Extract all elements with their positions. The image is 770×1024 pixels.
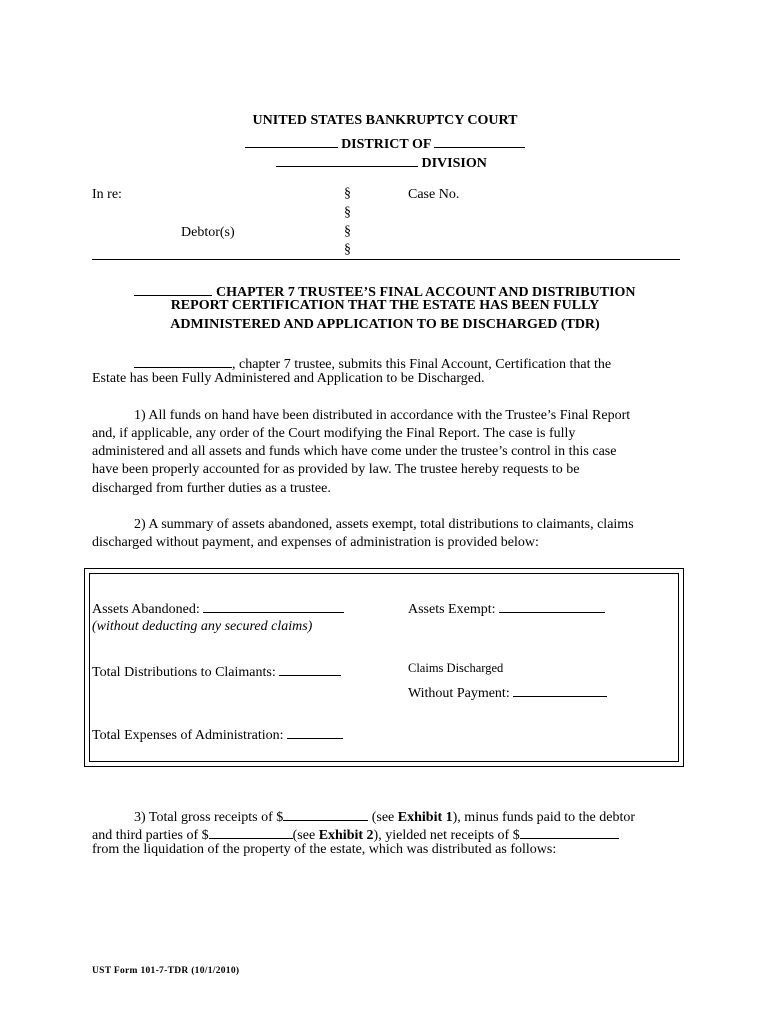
exhibit-1-ref: Exhibit 1	[397, 810, 453, 825]
net-receipts-blank[interactable]	[520, 823, 619, 839]
claims-discharged-label: Claims Discharged	[408, 661, 504, 675]
section-symbol-1: §	[344, 186, 351, 201]
without-payment-label: Without Payment:	[408, 686, 510, 701]
total-distributions-label: Total Distributions to Claimants:	[92, 665, 276, 680]
trustee-name-blank[interactable]	[134, 352, 232, 368]
section-symbol-3: §	[344, 224, 351, 239]
assets-exempt-row	[408, 597, 605, 619]
total-expenses-row	[92, 723, 343, 745]
debtor-label: Debtor(s)	[181, 225, 235, 240]
assets-abandoned-row	[92, 597, 344, 619]
para1-line-2: and, if applicable, any order of the Court modifying the Final Report. The case is fully	[92, 426, 576, 441]
caption-divider	[92, 259, 680, 260]
para3-text-b: ), minus funds paid to the debtor	[452, 810, 636, 825]
court-name: UNITED STATES BANKRUPTCY COURT	[252, 113, 518, 128]
division-line	[276, 151, 487, 172]
intro-line-1-text: , chapter 7 trustee, submits this Final Account, Certification that the	[232, 357, 612, 372]
assets-exempt-blank[interactable]	[499, 597, 605, 613]
division-label: DIVISION	[421, 156, 487, 171]
total-distributions-blank[interactable]	[279, 660, 341, 676]
para1-line-1: 1) All funds on hand have been distributed in accordance with the Trustee’s Final Report	[134, 408, 631, 423]
para3-text-a: (see	[368, 810, 398, 825]
district-blank-left[interactable]	[245, 132, 338, 148]
form-id: UST Form 101-7-TDR (10/1/2010)	[92, 966, 240, 976]
total-distributions-row	[92, 660, 341, 682]
assets-abandoned-label: Assets Abandoned:	[92, 602, 200, 617]
para1-line-5: discharged from further duties as a trustee.	[92, 481, 331, 496]
exhibit-2-ref: Exhibit 2	[318, 828, 374, 843]
gross-receipts-label: 3) Total gross receipts of $	[134, 810, 284, 825]
in-re-label: In re:	[92, 187, 122, 202]
abandoned-note: (without deducting any secured claims)	[92, 619, 313, 634]
without-payment-row	[408, 681, 607, 703]
title-line-1-text: CHAPTER 7 TRUSTEE’S FINAL ACCOUNT AND DISTRIBUTION	[215, 285, 636, 300]
intro-line-2: Estate has been Fully Administered and Application to be Discharged.	[92, 371, 485, 386]
assets-abandoned-blank[interactable]	[203, 597, 344, 613]
third-parties-blank[interactable]	[209, 823, 293, 839]
para3-text-c: (see	[292, 828, 319, 843]
title-line-3: ADMINISTERED AND APPLICATION TO BE DISCHARGED (TDR)	[170, 317, 600, 332]
para1-line-4: have been properly accounted for as provided by law. The trustee hereby requests to be	[92, 462, 580, 477]
third-parties-label: and third parties of $	[92, 828, 209, 843]
para3-line-3: from the liquidation of the property of the estate, which was distributed as follows:	[92, 842, 557, 857]
total-expenses-blank[interactable]	[287, 723, 343, 739]
district-blank-right[interactable]	[434, 132, 525, 148]
section-symbol-2: §	[344, 205, 351, 220]
section-symbol-4: §	[344, 242, 351, 257]
district-line	[0, 132, 770, 153]
division-blank[interactable]	[276, 151, 418, 167]
assets-exempt-label: Assets Exempt:	[408, 602, 496, 617]
para2-line-1: 2) A summary of assets abandoned, assets exempt, total distributions to claimants, claims	[134, 517, 634, 532]
gross-receipts-blank[interactable]	[283, 805, 368, 821]
total-expenses-label: Total Expenses of Administration:	[92, 728, 284, 743]
without-payment-blank[interactable]	[513, 681, 607, 697]
title-blank[interactable]	[134, 280, 212, 296]
para2-line-2: discharged without payment, and expenses of administration is provided below:	[92, 535, 539, 550]
para1-line-3: administered and all assets and funds which have come under the trustee’s control in this case	[92, 444, 617, 459]
case-no-label: Case No.	[408, 187, 460, 202]
title-line-2: REPORT CERTIFICATION THAT THE ESTATE HAS BEEN FULLY	[170, 298, 600, 313]
net-receipts-label: ), yielded net receipts of $	[373, 828, 520, 843]
district-label: DISTRICT OF	[341, 137, 431, 152]
